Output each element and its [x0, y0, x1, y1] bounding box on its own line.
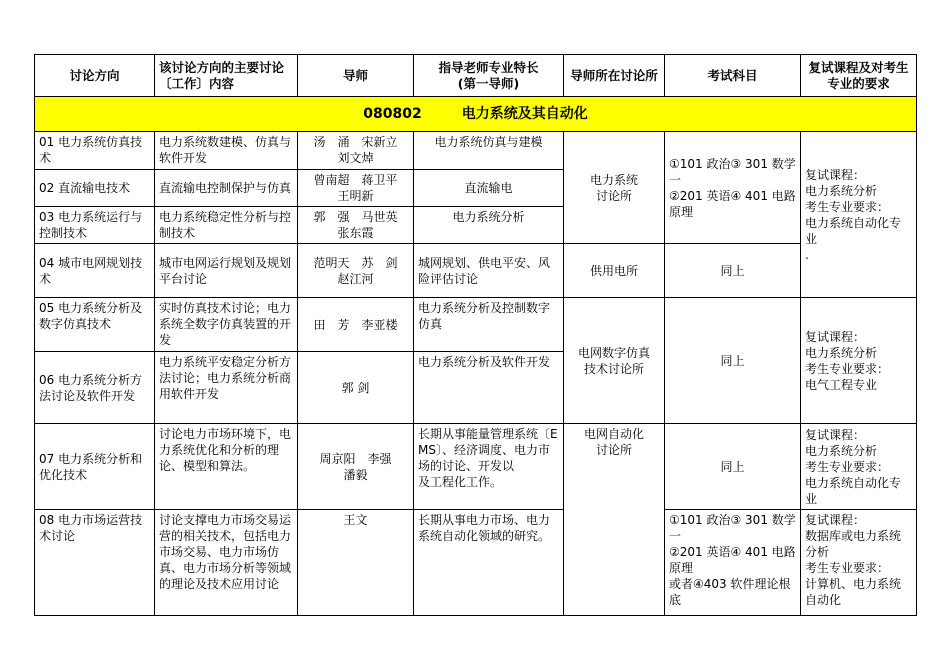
table-row [35, 244, 917, 298]
table-row [35, 424, 917, 510]
institute-cell: 电力系统 讨论所 [564, 132, 665, 244]
retest-cell: 复试课程： 电力系统分析 考生专业要求： 电气工程专业 [801, 298, 917, 424]
advisor-cell: 范明天 苏 剑 赵江河 [298, 244, 414, 298]
retest-cell: 复试课程： 电力系统分析 考生专业要求： 电力系统自动化专业 [801, 424, 917, 510]
header-exam: 考试科目 [665, 55, 801, 97]
institute-cell: 电网数字仿真 技术讨论所 [564, 298, 665, 424]
exam-cell: 同上 [665, 244, 801, 298]
content-cell: 城市电网运行规划及规划平台讨论 [155, 244, 298, 298]
direction-cell: 08 电力市场运营技术讨论 [35, 510, 155, 616]
exam-cell: 同上 [665, 298, 801, 424]
exam-cell: ①101 政治③ 301 数学一 ②201 英语④ 401 电路原理 或者④403 软件理论根底 [665, 510, 801, 616]
direction-cell: 02 直流输电技术 [35, 170, 155, 207]
specialty-cell: 城网规划、供电平安、风险评估讨论 [414, 244, 564, 298]
specialty-cell: 电力系统分析及控制数字仿真 [414, 298, 564, 352]
content-cell: 实时仿真技术讨论；电力系统全数字仿真装置的开发 [155, 298, 298, 352]
table-row [35, 510, 917, 616]
advisor-cell: 曾南超 蒋卫平 王明新 [298, 170, 414, 207]
specialty-cell: 直流输电 [414, 170, 564, 207]
program-table [34, 54, 917, 616]
content-cell: 讨论电力市场环境下，电力系统优化和分析的理论、模型和算法。 [155, 424, 298, 510]
advisor-cell: 田 芳 李亚楼 [298, 298, 414, 352]
advisor-cell: 郭 剑 [298, 352, 414, 424]
specialty-cell: 电力系统仿真与建模 [414, 132, 564, 170]
specialty-cell: 电力系统分析 [414, 207, 564, 244]
table-row [35, 132, 917, 170]
content-cell: 电力系统数建模、仿真与软件开发 [155, 132, 298, 170]
retest-cell: 复试课程： 数据库或电力系统分析 考生专业要求： 计算机、电力系统自动化 [801, 510, 917, 616]
advisor-cell: 汤 涌 宋新立 刘文焯 [298, 132, 414, 170]
content-cell: 直流输电控制保护与仿真 [155, 170, 298, 207]
specialty-cell: 电力系统分析及软件开发 [414, 352, 564, 424]
header-institute: 导师所在讨论所 [564, 55, 665, 97]
header-row [35, 55, 917, 97]
header-direction: 讨论方向 [35, 55, 155, 97]
section-name: 电力系统及其自动化 [461, 106, 588, 122]
table-row [35, 298, 917, 352]
retest-cell: 复试课程： 电力系统分析 考生专业要求： 电力系统自动化专业 . [801, 132, 917, 298]
content-cell: 讨论支撑电力市场交易运营的相关技术，包括电力市场交易、电力市场仿真、电力市场分析等领域的理论及技术应用讨论 [155, 510, 298, 616]
advisor-cell: 王文 [298, 510, 414, 616]
header-content: 该讨论方向的主要讨论〔工作〕内容 [155, 55, 298, 97]
direction-cell: 07 电力系统分析和优化技术 [35, 424, 155, 510]
exam-cell: 同上 [665, 424, 801, 510]
section-row [35, 97, 917, 132]
direction-cell: 04 城市电网规划技术 [35, 244, 155, 298]
header-specialty: 指导老师专业特长 (第一导师) [414, 55, 564, 97]
direction-cell: 01 电力系统仿真技术 [35, 132, 155, 170]
institute-cell: 供用电所 [564, 244, 665, 298]
specialty-cell: 长期从事电力市场、电力系统自动化领域的研究。 [414, 510, 564, 616]
direction-cell: 06 电力系统分析方法讨论及软件开发 [35, 352, 155, 424]
institute-cell: 电网自动化 讨论所 [564, 424, 665, 616]
section-title [35, 97, 917, 132]
header-advisor: 导师 [298, 55, 414, 97]
header-retest: 复试课程及对考生专业的要求 [801, 55, 917, 97]
content-cell: 电力系统稳定性分析与控制技术 [155, 207, 298, 244]
content-cell: 电力系统平安稳定分析方法讨论；电力系统分析商用软件开发 [155, 352, 298, 424]
specialty-cell: 长期从事能量管理系统〔EMS〕、经济调度、电力市场的讨论、开发以 及工程化工作。 [414, 424, 564, 510]
advisor-cell: 郭 强 马世英 张东霞 [298, 207, 414, 244]
section-code: 080802 [363, 106, 422, 122]
direction-cell: 05 电力系统分析及数字仿真技术 [35, 298, 155, 352]
exam-cell: ①101 政治③ 301 数学一 ②201 英语④ 401 电路原理 [665, 132, 801, 244]
advisor-cell: 周京阳 李强 潘毅 [298, 424, 414, 510]
direction-cell: 03 电力系统运行与控制技术 [35, 207, 155, 244]
